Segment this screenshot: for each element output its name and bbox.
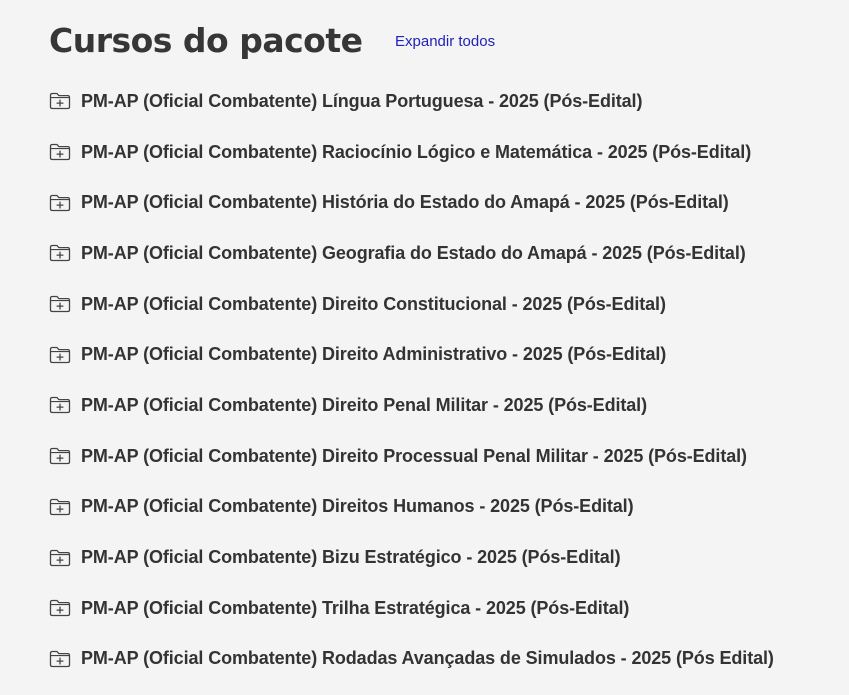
- course-label: PM-AP (Oficial Combatente) Geografia do Estado do Amapá - 2025 (Pós-Edital): [81, 242, 746, 263]
- course-label: PM-AP (Oficial Combatente) Direito Penal Militar - 2025 (Pós-Edital): [81, 394, 647, 415]
- folder-plus-icon[interactable]: [49, 346, 71, 364]
- folder-plus-icon[interactable]: [49, 498, 71, 516]
- course-label: PM-AP (Oficial Combatente) Direitos Humanos - 2025 (Pós-Edital): [81, 496, 634, 517]
- course-item[interactable]: [49, 532, 839, 583]
- course-item[interactable]: [49, 380, 839, 431]
- folder-plus-icon[interactable]: [49, 194, 71, 212]
- folder-plus-icon[interactable]: [49, 295, 71, 313]
- section-header: [49, 18, 363, 64]
- course-item[interactable]: [49, 431, 839, 482]
- folder-plus-icon[interactable]: [49, 549, 71, 567]
- course-label: PM-AP (Oficial Combatente) Direito Constitucional - 2025 (Pós-Edital): [81, 293, 666, 314]
- folder-plus-icon[interactable]: [49, 447, 71, 465]
- course-label: PM-AP (Oficial Combatente) Trilha Estratégica - 2025 (Pós-Edital): [81, 597, 630, 618]
- course-label: PM-AP (Oficial Combatente) História do Estado do Amapá - 2025 (Pós-Edital): [81, 192, 729, 213]
- course-list: [49, 76, 839, 684]
- course-label: PM-AP (Oficial Combatente) Língua Portuguesa - 2025 (Pós-Edital): [81, 90, 643, 111]
- course-item[interactable]: [49, 634, 839, 685]
- course-item[interactable]: [49, 127, 839, 178]
- course-item[interactable]: [49, 329, 839, 380]
- course-label: PM-AP (Oficial Combatente) Bizu Estratégico - 2025 (Pós-Edital): [81, 547, 621, 568]
- folder-plus-icon[interactable]: [49, 143, 71, 161]
- course-item[interactable]: [49, 583, 839, 634]
- folder-plus-icon[interactable]: [49, 396, 71, 414]
- expand-all-button[interactable]: Expandir todos: [395, 33, 496, 50]
- course-item[interactable]: [49, 177, 839, 228]
- course-item[interactable]: [49, 76, 839, 127]
- folder-plus-icon[interactable]: [49, 650, 71, 668]
- folder-plus-icon[interactable]: [49, 244, 71, 262]
- folder-plus-icon[interactable]: [49, 92, 71, 110]
- course-label: PM-AP (Oficial Combatente) Rodadas Avançadas de Simulados - 2025 (Pós Edital): [81, 648, 774, 669]
- folder-plus-icon[interactable]: [49, 599, 71, 617]
- course-label: PM-AP (Oficial Combatente) Direito Processual Penal Militar - 2025 (Pós-Edital): [81, 445, 747, 466]
- course-item[interactable]: [49, 228, 839, 279]
- page-title: Cursos do pacote: [49, 21, 363, 60]
- course-item[interactable]: [49, 482, 839, 533]
- course-label: PM-AP (Oficial Combatente) Direito Administrativo - 2025 (Pós-Edital): [81, 344, 667, 365]
- course-item[interactable]: [49, 279, 839, 330]
- course-label: PM-AP (Oficial Combatente) Raciocínio Lógico e Matemática - 2025 (Pós-Edital): [81, 141, 752, 162]
